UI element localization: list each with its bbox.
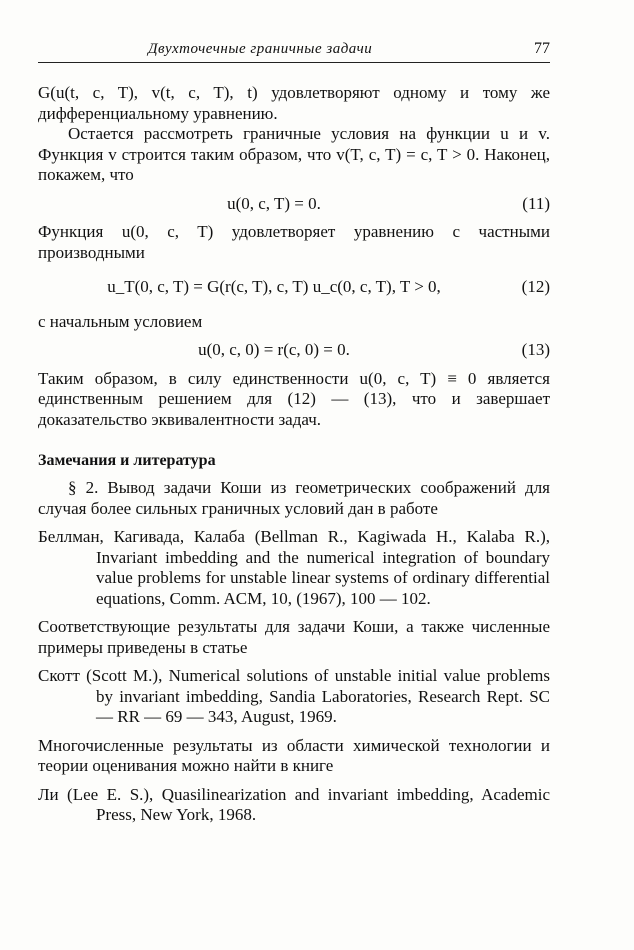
equation-number: (11) — [522, 193, 550, 213]
notes-intro: § 2. Вывод задачи Коши из геометрических соображений для случая более сильных граничных условий дан в работе — [38, 478, 550, 518]
notes-heading: Замечания и литература — [38, 452, 216, 469]
main-text — [38, 83, 550, 186]
equation-formula: u_T(0, c, T) = G(r(c, T), c, T) u_c(0, c, T), T > 0, — [107, 277, 441, 296]
reference-2: Скотт (Scott M.), Numerical solutions of unstable initial value problems by invariant imbedding, Sandia Laboratories, Research Rept. SC — RR — 69 — 343, August, 1969. — [38, 666, 550, 726]
paragraph-3: Функция u(0, c, T) удовлетворяет уравнению с частными производными — [38, 222, 550, 262]
equation-number: (12) — [521, 277, 550, 296]
running-title: Двухточечные граничные задачи — [148, 41, 373, 57]
equation-formula: u(0, c, 0) = r(c, 0) = 0. — [198, 340, 350, 359]
reference-3: Ли (Lee E. S.), Quasilinearization and invariant imbedding, Academic Press, New York, 1968. — [38, 784, 550, 824]
page-number: 77 — [534, 40, 550, 57]
paragraph-5: Таким образом, в силу единственности u(0, c, T) ≡ 0 является единственным решением для (12) — (13), что и завершает доказательство эквивалентности задач. — [38, 368, 550, 429]
equation-number: (13) — [521, 340, 550, 359]
book-page — [38, 40, 550, 834]
notes-text-3: Многочисленные результаты из области химической технологии и теории оценивания можно найти в книге — [38, 735, 550, 775]
notes-text-2: Соответствующие результаты для задачи Коши, а также численные примеры приведены в статье — [38, 617, 550, 657]
notes-section — [38, 478, 550, 826]
reference-1: Беллман, Кагивада, Калаба (Bellman R., Kagiwada H., Kalaba R.), Invariant imbedding and the numerical integration of boundary value problems for unstable linear systems of ordinary differential equations, Comm. ACM, 10, (1967), 100 — 102. — [38, 527, 550, 608]
equation-13 — [38, 340, 550, 361]
paragraph-1: G(u(t, c, T), v(t, c, T), t) удовлетворяют одному и тому же дифференциальному уравнению. — [38, 83, 550, 123]
equation-12 — [38, 277, 550, 298]
page-header — [38, 40, 550, 63]
paragraph-2: Остается рассмотреть граничные условия на функции u и v. Функция v строится таким образом, что v(T, c, T) = c, T > 0. Наконец, покажем, что — [38, 124, 550, 184]
equation-11 — [38, 194, 550, 215]
equation-formula: u(0, c, T) = 0. — [227, 193, 321, 213]
paragraph-4: с начальным условием — [38, 311, 203, 331]
